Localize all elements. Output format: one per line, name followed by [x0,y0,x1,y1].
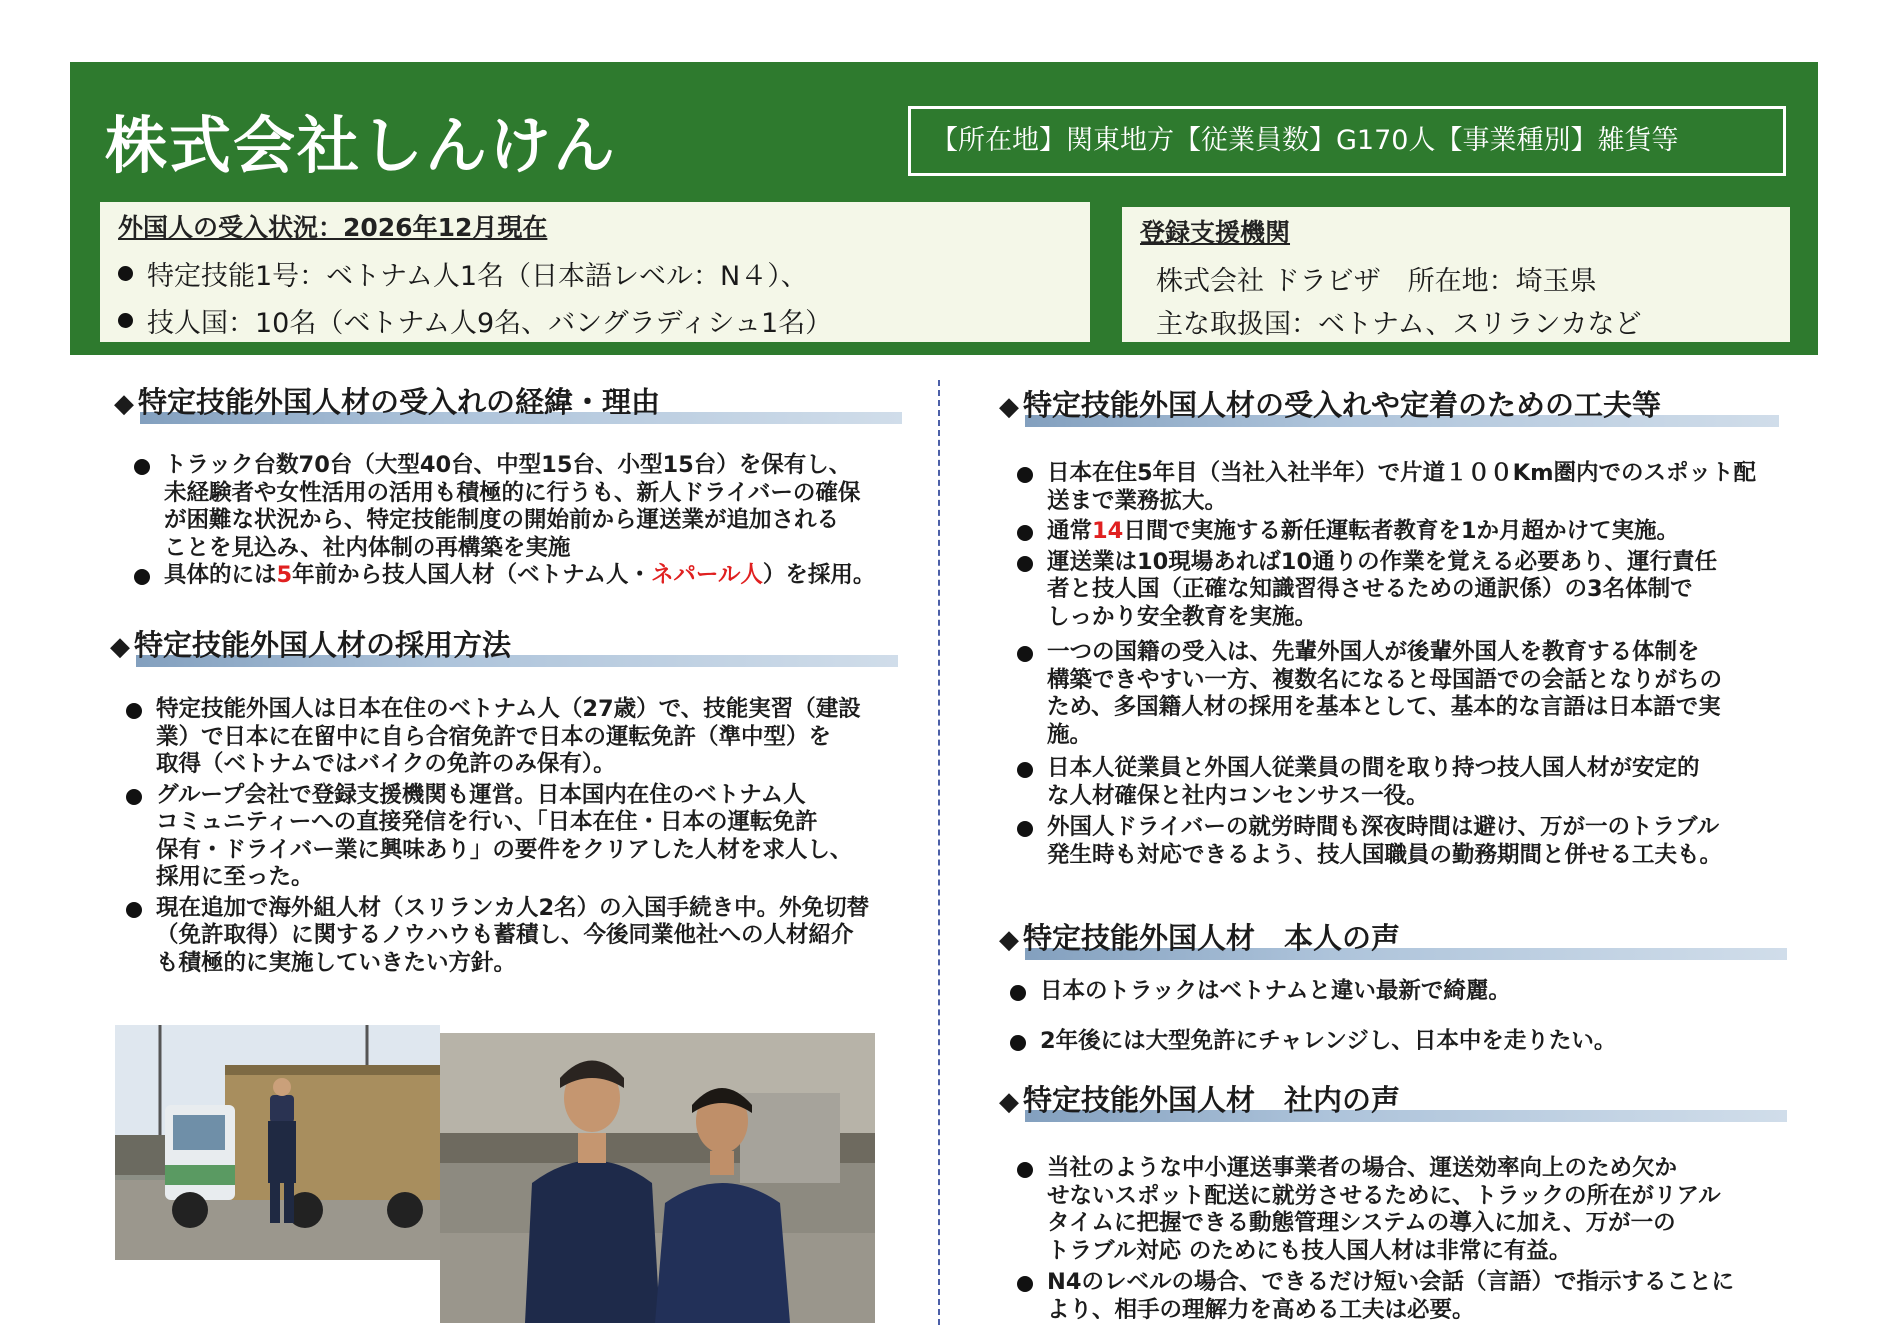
list-item: 外国人ドライバーの就労時間も深夜時間は避け、万が一のトラブル 発生時も対応できるよう、技人国職員の勤務期間と併せる工夫も。 [1013,814,1803,869]
section-heading: ◆ 特定技能外国人材の受入れの経緯・理由 [112,382,902,428]
workers-photo [440,1033,875,1323]
list-item: 日本人従業員と外国人従業員の間を取り持つ技人国人材が安定的 な人材確保と社内コンセンサス一役。 [1013,755,1803,810]
support-agency-countries: 主な取扱国：ベトナム、スリランカなど [1156,309,1642,340]
retention-list [1013,460,1803,869]
section-heading: ◆ 特定技能外国人材 社内の声 [997,1080,1787,1126]
list-item: 日本のトラックはベトナムと違い最新で綺麗。 [1006,978,1796,1006]
support-agency-name: 株式会社 ドラビザ 所在地：埼玉県 [1156,266,1597,297]
foreign-worker-status-box [100,202,1090,342]
company-info: 【所在地】関東地方【従業員数】G170人【事業種別】雑貨等 [908,106,1786,176]
list-item: 当社のような中小運送事業者の場合、運送効率向上のため欠か せないスポット配送に就労させるために、トラックの所在がリアル タイムに把握できる動態管理システムの導入に加え、万が一の トラブル対応 のためにも技人国人材は非常に有益。 [1013,1155,1803,1265]
status-title: 外国人の受入状況：2026年12月現在 [118,213,548,242]
section-heading: ◆ 特定技能外国人材の受入れや定着のための工夫等 [997,385,1779,431]
section-heading: ◆ 特定技能外国人材 本人の声 [997,918,1787,964]
right-column [997,385,1787,431]
list-item: グループ会社で登録支援機関も運営。日本国内在住のベトナム人 コミュニティーへの直接発信を行い、「日本在住・日本の運転免許 保有・ドライバー業に興味あり」の要件をクリアした人材を求人し、 採用に至った。 [122,782,922,892]
right-column-2 [997,918,1787,964]
support-agency-box [1122,207,1790,342]
list-item: 2年後には大型免許にチャレンジし、日本中を走りたい。 [1006,1028,1796,1056]
list-item: 日本在住5年目（当社入社半年）で片道１００Km圏内でのスポット配 送まで業務拡大。 [1013,460,1803,515]
list-item: 運送業は10現場あれば10通りの作業を覚える必要あり、運行責任 者と技人国（正確な知識習得させるための通訳係）の3名体制で しっかり安全教育を実施。 [1013,549,1803,632]
diamond-icon: ◆ [999,392,1019,422]
truck-photo [115,1025,440,1260]
left-column [112,382,912,428]
diamond-icon: ◆ [999,925,1019,955]
status-item: 特定技能1号：ベトナム人1名（日本語レベル：N４）、 [118,254,1072,293]
company-name: 株式会社しんけん [105,109,618,182]
list-item: 特定技能外国人は日本在住のベトナム人（27歳）で、技能実習（建設 業）で日本に在留中に自ら合宿免許で日本の運転免許（準中型）を 取得（ベトナムではバイクの免許のみ保有）。 [122,696,922,779]
diamond-icon: ◆ [999,1087,1019,1117]
list-item: 一つの国籍の受入は、先輩外国人が後輩外国人を教育する体制を 構築できやすい一方、複数名になると母国語での会話となりがちの ため、多国籍人材の採用を基本として、基本的な言語は日本語で実 施。 [1013,639,1803,749]
list-item: トラック台数70台（大型40台、中型15台、小型15台）を保有し、 未経験者や女性活用の活用も積極的に行うも、新人ドライバーの確保 が困難な状況から、特定技能制度の開始前から運送業が追加される ことを見込み、社内体制の再構築を実施 [130,452,920,562]
list-item: N4のレベルの場合、できるだけ短い会話（言語）で指示することに より、相手の理解力を高める工夫は必要。 [1013,1269,1803,1324]
bullet-icon [118,313,133,328]
reason-list [130,452,920,590]
diamond-icon: ◆ [114,389,134,419]
left-column-2 [108,625,908,671]
status-item: 技人国：10名（ベトナム人9名、バングラディシュ1名） [118,301,1072,340]
diamond-icon: ◆ [110,632,130,662]
right-column-3 [997,1080,1787,1126]
support-title: 登録支援機関 [1140,218,1291,247]
list-item: 具体的には5年前から技人国人材（ベトナム人・ネパール人）を採用。 [130,562,920,590]
list-item: 通常14日間で実施する新任運転者教育を1か月超かけて実施。 [1013,518,1803,546]
bullet-icon [118,266,133,281]
list-item: 現在追加で海外組人材（スリランカ人2名）の入国手続き中。外免切替 （免許取得）に関するノウハウも蓄積し、今後同業他社への人材紹介 も積極的に実施していきたい方針。 [122,895,922,978]
worker-voice-list [1006,978,1796,1055]
column-divider [938,380,940,1325]
company-voice-list [1013,1155,1803,1324]
hiring-method-list [122,696,922,977]
section-heading: ◆ 特定技能外国人材の採用方法 [108,625,898,671]
company-header [70,62,1818,355]
